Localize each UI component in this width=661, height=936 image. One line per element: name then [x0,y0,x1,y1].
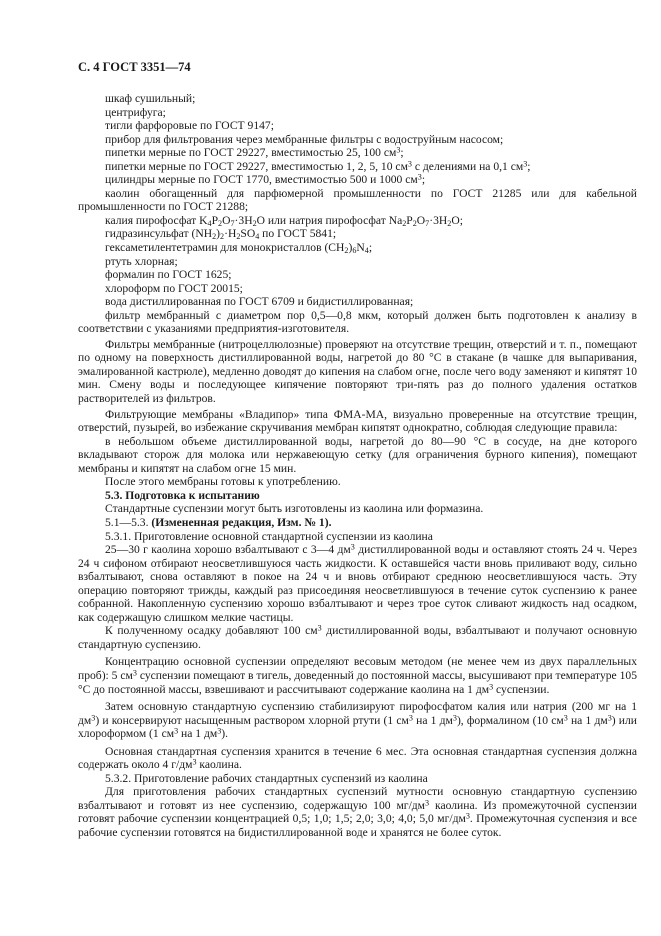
paragraph: Затем основную стандартную суспензию стабилизируют пирофосфатом калия или натрия (200 мг на 1 $дм^3$) и консервируют насыщенным раствором хлорной ртути (1 $см^3$ на 1 $дм^3$), формалином (10 $см^3$ на 1 $дм^3$) или хлороформом (1 $см^3$ на 1 $дм^3$). [78,700,637,741]
list-item: формалин по ГОСТ 1625; [105,268,232,282]
list-item: хлороформ по ГОСТ 20015; [105,281,243,295]
list-item: вода дистиллированная по ГОСТ 6709 и бидистиллированная; [105,295,414,309]
subsection-heading: 5.3.2. Приготовление рабочих стандартных суспензий из каолина [105,771,428,785]
list-item: цилиндры мерные по ГОСТ 1770, вместимостью 500 и 1000 $см^3$; [105,172,426,187]
subsection-heading: 5.3.1. Приготовление основной стандартной суспензии из каолина [105,529,433,543]
list-item: пипетки мерные по ГОСТ 29227, вместимостью 25, 100 $см^3$; [105,145,404,160]
paragraph: К полученному осадку добавляют 100 $см^3$ дистиллированной воды, взбалтывают и получают основную стандартную суспензию. [78,623,638,651]
list-item: прибор для фильтрования через мембранные фильтры с водоструйным насосом; [105,132,504,146]
list-item: шкаф сушильный; [105,92,196,105]
paragraph: Стандартные суспензии могут быть изготовлены из каолина или формазина. [105,502,484,516]
list-item: гексаметилентетрамин для монокристаллов $(CH_2)_6N_4$; [105,241,373,256]
page-header: С. 4 ГОСТ 3351—74 [78,60,191,74]
paragraph: Фильтры мембранные (нитроцеллюлозные) проверяют на отсутствие трещин, отверстий и т. п., помещают по одному на поверхность дистиллированной воды, нагретой до 80 °С в стакане (в чашке для выпаривания, эмалированной кастрюле), медленно доводят до кипения на слабом огне, после чего воду заменяют и кипятят 10 мин. Смену воды и последующее кипячение повторяют три-пять раз до полного удаления остатков растворителей из фильтров. [78,337,637,406]
list-item: фильтр мембранный с диаметром пор 0,5—0,8 мкм, который должен быть подготовлен к анализу в соответствии с указаниями предприятия-изготовителя. [78,308,637,336]
paragraph: Фильтрующие мембраны «Владипор» типа ФМА-МА, визуально проверенные на отсутствие трещин, отверстий, пузырей, во избежание скручивания мембран кипятят однократно, соблюдая следующие правила: [78,407,637,435]
list-item: гидразинсульфат $(NH_2)_2\cdot H_2SO_4$ по ГОСТ 5841; [105,227,337,242]
list-item: ртуть хлорная; [105,254,178,268]
list-item: пипетки мерные по ГОСТ 29227, вместимостью 1, 2, 5, 10 $см^3$ с делениями на 0,1 $см^3$; [105,159,531,173]
paragraph: 25—30 г каолина хорошо взбалтывают с 3—4 $дм^3$ дистиллированной воды и оставляют стоять 24 ч. Через 24 ч сифоном отбирают неосветлившуюся часть жидкости. К оставшейся части вновь приливают воду, сильно взбалтывают, снова оставляют в покое на 24 ч и вновь отбирают среднюю неосветлившуюся часть. Эту операцию повторяют трижды, каждый раз присоединяя неосветлившуюся в течение суток суспензию к ранее собранной. Накопленную суспензию хорошо взбалтывают и через трое суток сливают жидкость над осадком, как содержащую слишком мелкие частицы. [78,542,637,624]
paragraph: После этого мембраны готовы к употреблению. [105,475,341,489]
paragraph: в небольшом объеме дистиллированной воды, нагретой до 80—90 °С в сосуде, на дне которого вкладывают сторож для молока или нержавеющую сетку (для ограничения бурного кипения), помещают мембраны и кипятят на слабом огне 15 мин. [78,434,637,475]
list-item: каолин обогащенный для парфюмерной промышленности по ГОСТ 21285 или для кабельной промышленности по ГОСТ 21288; [78,186,637,214]
section-heading: 5.3. Подготовка к испытанию [105,488,260,502]
paragraph: Для приготовления рабочих стандартных суспензий мутности основную стандартную суспензию взбалтывают и готовят из нее суспензию, содержащую 100 $мг/дм^3$ каолина. Из промежуточной суспензии готовят рабочие суспензии концентрацией 0,5; 1,0; 1,5; 2,0; 3,0; 4,0; 5,0 $мг/дм^3$. Промежуточная суспензия и все рабочие суспензии готовятся на бидистиллированной воде и хранятся не более суток. [78,785,637,839]
amendment-note: 5.1—5.3. (Измененная редакция, Изм. № 1). [105,515,332,529]
list-item: калия пирофосфат $K_4P_2O_7\cdot 3H_2O$ или натрия пирофосфат $Na_2P_2O_7\cdot 3H_2O$; [105,213,463,228]
list-item: центрифуга; [105,105,166,119]
document-body [78,92,637,840]
paragraph: Концентрацию основной суспензии определяют весовым методом (не менее чем из двух параллельных проб): 5 $см^3$ суспензии помещают в тигель, доведенный до постоянной массы, высушивают при температуре 105 °С до постоянной массы, взвешивают и рассчитывают содержание каолина на 1 $дм^3$ суспензии. [78,655,637,696]
paragraph: Основная стандартная суспензия хранится в течение 6 мес. Эта основная стандартная суспензия должна содержать около 4 $г/дм^3$ каолина. [78,744,637,772]
list-item: тигли фарфоровые по ГОСТ 9147; [105,119,274,133]
